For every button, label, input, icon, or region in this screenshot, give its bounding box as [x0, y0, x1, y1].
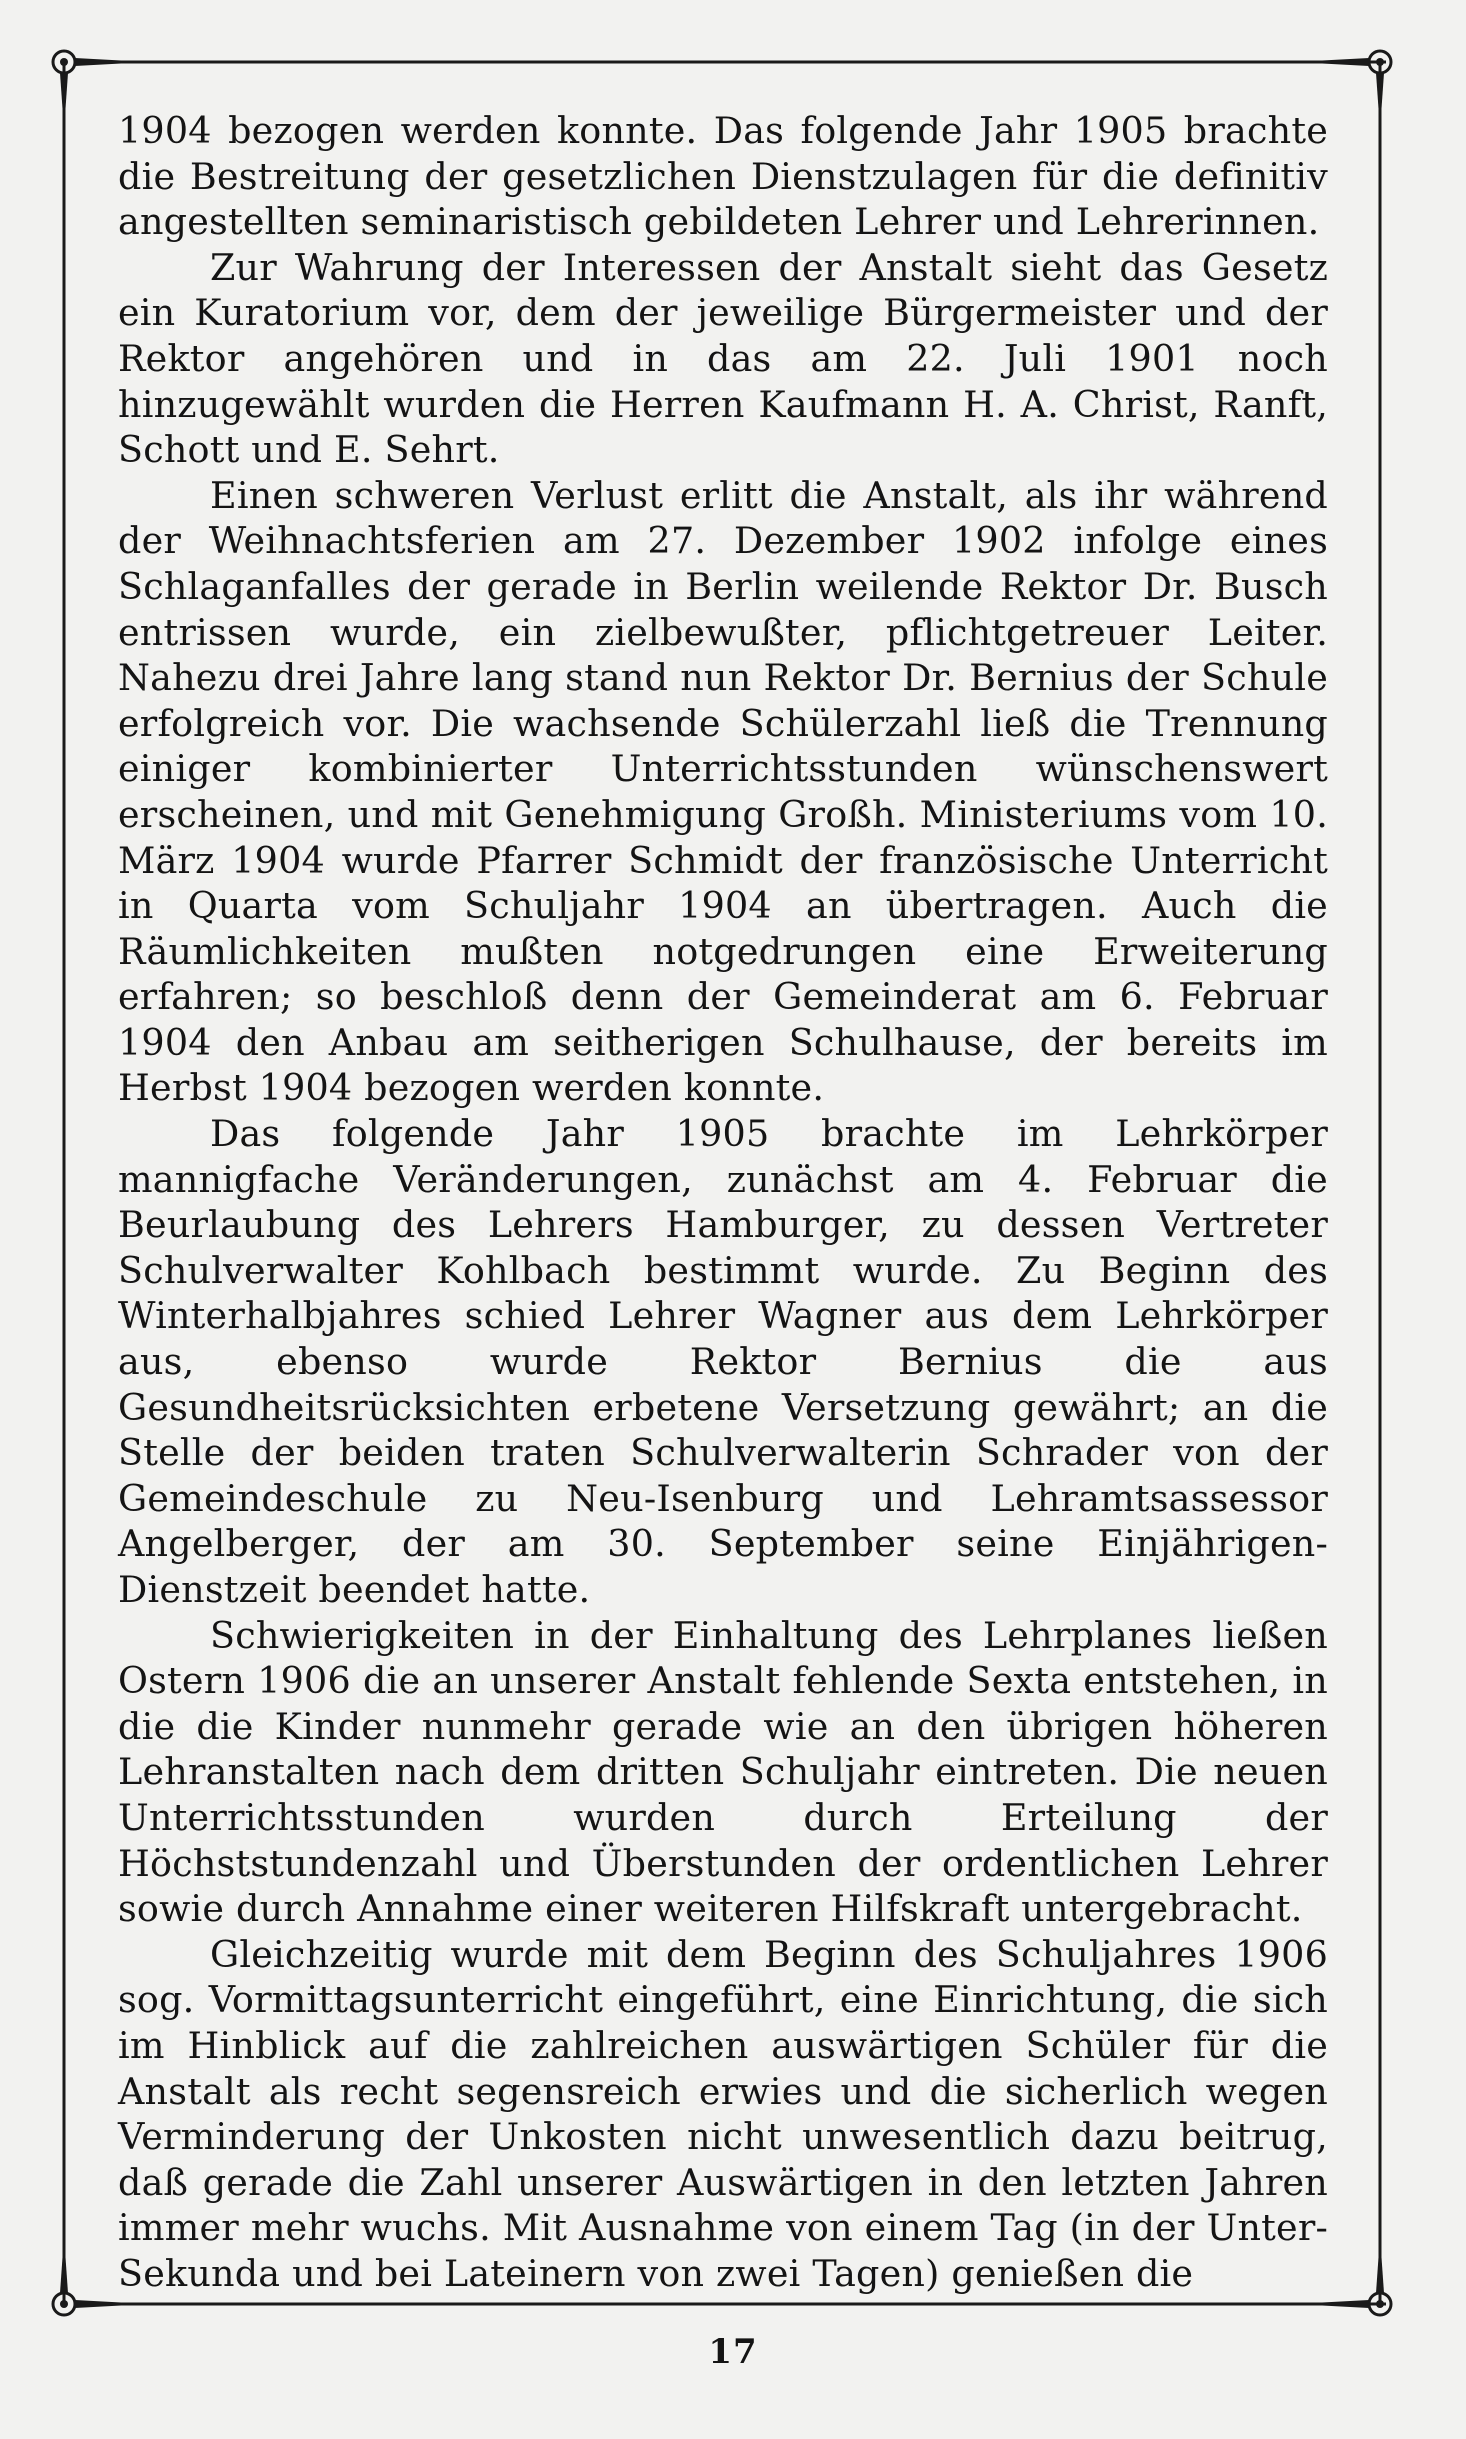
page-number: 17 [708, 2332, 758, 2372]
paragraph-3: Einen schweren Verlust erlitt die Anstalt, als ihr während der Weihnachtsferien am 27. Dezember 1902 infolge eines Schlaganfalles der gerade in Berlin weilende Rektor Dr. Busch entrissen wurde, ein zielbewußter, pflichtgetreuer Leiter. Nahezu drei Jahre lang stand nun Rektor Dr. Bernius der Schule erfolgreich vor. Die wachsende Schülerzahl ließ die Trennung einiger kombinierter Unterrichtsstunden wünschenswert erscheinen, und mit Genehmigung Großh. Ministeriums vom 10. März 1904 wurde Pfarrer Schmidt der französische Unterricht in Quarta vom Schuljahr 1904 an übertragen. Auch die Räumlichkeiten mußten notgedrungen eine Erweiterung erfahren; so beschloß denn der Gemeinderat am 6. Februar 1904 den Anbau am seitherigen Schulhause, der bereits im Herbst 1904 bezogen werden konnte. [118, 473, 1328, 1110]
paragraph-2: Zur Wahrung der Interessen der Anstalt sieht das Gesetz ein Kuratorium vor, dem der jeweilige Bürgermeister und der Rektor angehören und in das am 22. Juli 1901 noch hinzugewählt wurden die Herren Kaufmann H. A. Christ, Ranft, Schott und E. Sehrt. [118, 245, 1328, 472]
paragraph-6: Gleichzeitig wurde mit dem Beginn des Schuljahres 1906 sog. Vormittagsunterricht eingeführt, eine Einrichtung, die sich im Hinblick auf die zahlreichen auswärtigen Schüler für die Anstalt als recht segensreich erwies und die sicherlich wegen Verminderung der Unkosten nicht unwesentlich dazu beitrug, daß gerade die Zahl unserer Auswärtigen in den letzten Jahren immer mehr wuchs. Mit Ausnahme von einem Tag (in der Unter-Sekunda und bei Lateinern von zwei Tagen) genießen die [118, 1932, 1328, 2295]
paragraph-5: Schwierigkeiten in der Einhaltung des Lehrplanes ließen Ostern 1906 die an unserer Anstalt fehlende Sexta entstehen, in die die Kinder nunmehr gerade wie an den übrigen höheren Lehranstalten nach dem dritten Schuljahr eintreten. Die neuen Unterrichtsstunden wurden durch Erteilung der Höchststundenzahl und Überstunden der ordentlichen Lehrer sowie durch Annahme einer weiteren Hilfskraft untergebracht. [118, 1613, 1328, 1931]
paragraph-4: Das folgende Jahr 1905 brachte im Lehrkörper mannigfache Veränderungen, zunächst am 4. Februar die Beurlaubung des Lehrers Hamburger, zu dessen Vertreter Schulverwalter Kohlbach bestimmt wurde. Zu Beginn des Winterhalbjahres schied Lehrer Wagner aus dem Lehrkörper aus, ebenso wurde Rektor Bernius die aus Gesundheitsrücksichten erbetene Versetzung gewährt; an die Stelle der beiden traten Schulverwalterin Schrader von der Gemeindeschule zu Neu-Isenburg und Lehramtsassessor Angelberger, der am 30. September seine Einjährigen-Dienstzeit beendet hatte. [118, 1112, 1328, 1611]
body-text [118, 108, 1328, 2297]
paragraph-1: 1904 bezogen werden konnte. Das folgende Jahr 1905 brachte die Bestreitung der gesetzlichen Dienstzulagen für die definitiv angestellten seminaristisch gebildeten Lehrer und Lehrerinnen. [118, 109, 1328, 244]
